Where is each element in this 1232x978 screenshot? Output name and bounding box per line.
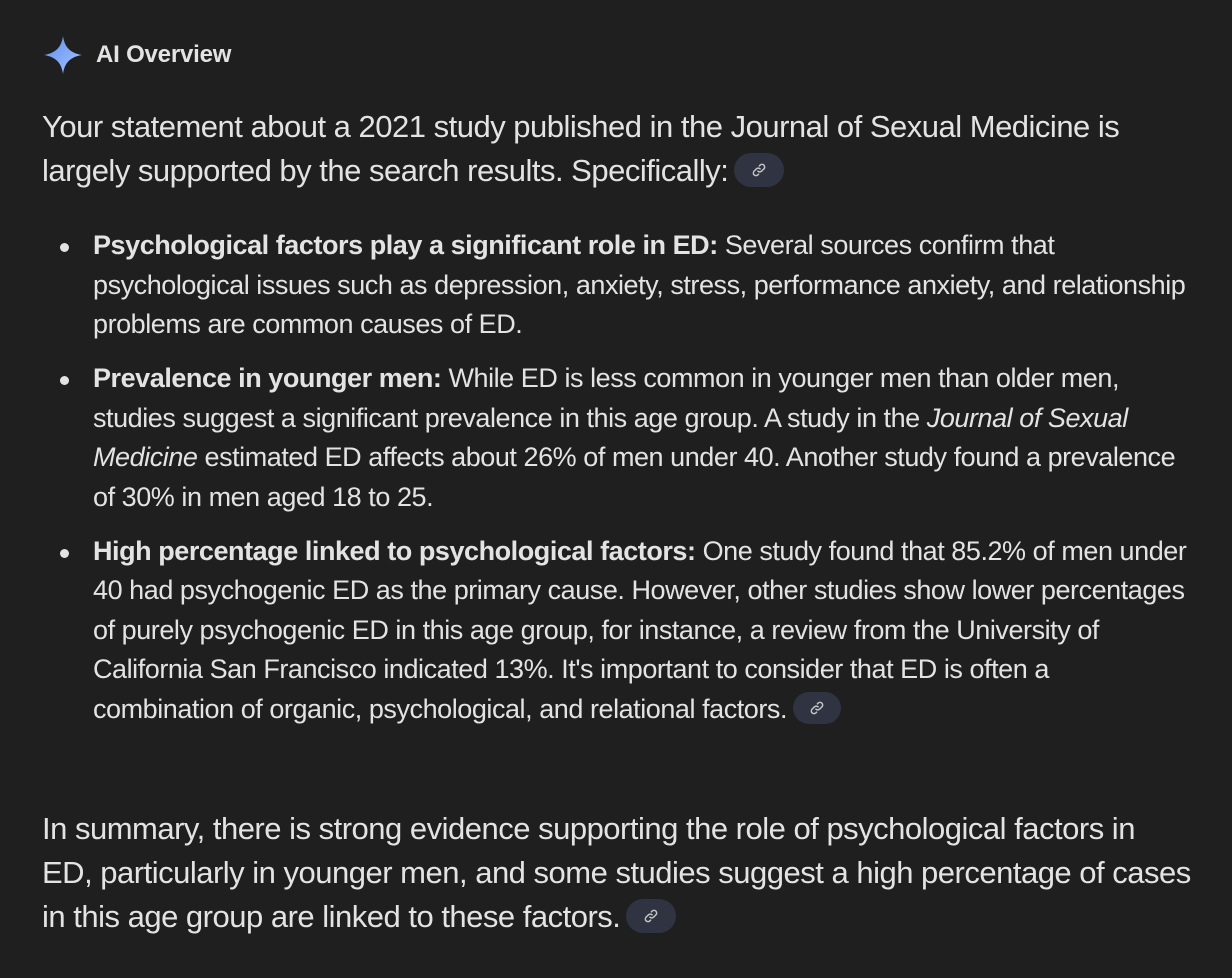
source-link-button[interactable] — [734, 153, 784, 187]
list-item-heading: High percentage linked to psychological factors: — [93, 535, 696, 566]
list-item-text: Several sources confirm that psychological issues such as depression, anxiety, stress, performance anxiety, and relationship problems are common causes of ED. — [93, 230, 1186, 339]
list-item-text: One study found that 85.2% of men under 40 had psychogenic ED as the primary cause. However, other studies show lower percentages of purely psychogenic ED in this age group, for instance, a review from the University of California San Francisco indicated 13%. It's important to consider that ED is often a combination of organic, psychological, and relational factors. — [93, 535, 1187, 724]
summary-paragraph — [42, 807, 1192, 939]
bullet-dot — [60, 549, 69, 558]
summary-text: In summary, there is strong evidence supporting the role of psychological factors in ED, particularly in younger men, and some studies suggest a high percentage of cases in this age group are linked to these factors. — [42, 811, 1191, 934]
journal-name: Journal of Sexual Medicine — [93, 402, 1128, 472]
source-link-button[interactable] — [626, 899, 676, 933]
link-icon — [750, 161, 768, 179]
source-link-button[interactable] — [793, 692, 841, 724]
list-item-text: While ED is less common in younger men than older men, studies suggest a significant prevalence in this age group. A study in the — [93, 363, 1119, 433]
list-item — [42, 532, 1192, 730]
sparkle-icon — [42, 34, 84, 76]
bullet-dot — [60, 376, 69, 385]
ai-overview-title: AI Overview — [96, 41, 232, 68]
intro-paragraph — [42, 105, 1192, 193]
link-icon — [808, 699, 826, 717]
findings-list — [42, 226, 1192, 744]
link-icon — [642, 907, 660, 925]
list-item — [42, 226, 1192, 345]
bullet-dot — [60, 243, 69, 252]
list-item-text: estimated ED affects about 26% of men under 40. Another study found a prevalence of 30% in men aged 18 to 25. — [93, 442, 1176, 512]
intro-text: Your statement about a 2021 study published in the Journal of Sexual Medicine is largely supported by the search results. Specifically: — [42, 109, 1120, 188]
ai-overview-header — [42, 34, 231, 76]
list-item-heading: Psychological factors play a significant role in ED: — [93, 230, 718, 260]
list-item — [42, 359, 1192, 517]
list-item-heading: Prevalence in younger men: — [93, 363, 442, 393]
